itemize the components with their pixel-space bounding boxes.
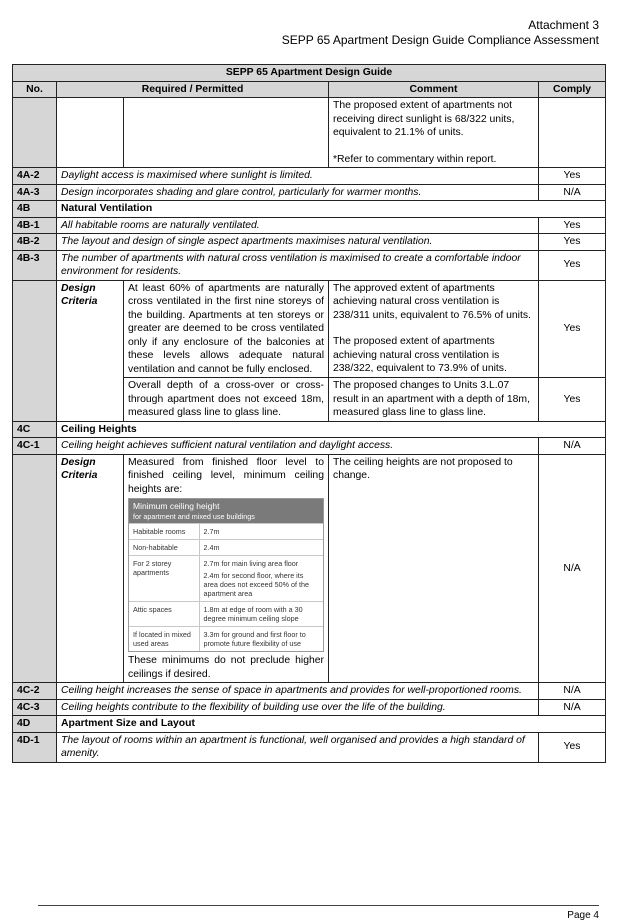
ceiling-row-value: 2.4m [199,540,323,556]
design-criteria-label: Design Criteria [57,280,124,421]
criteria-text: These minimums do not preclude higher ceilings if desired. [128,655,324,680]
row-number: 4D-1 [13,732,57,762]
criteria-text: Overall depth of a cross-over or cross-through apartment does not exceed 18m, measured glass line to glass line. [124,378,329,422]
page-number: Page 4 [567,910,599,921]
comply-value: Yes [539,280,606,378]
table-title: SEPP 65 Apartment Design Guide [13,65,606,82]
col-header-required: Required / Permitted [57,81,329,98]
ceiling-row-value: 2.7m for main living area floor [203,559,299,569]
row-objective: The number of apartments with natural cross ventilation is maximised to create a comfortable indoor environment for residents. [57,250,539,280]
row-number: 4C-2 [13,683,57,700]
ceiling-row-label: If located in mixed used areas [129,627,199,652]
comment-text: The ceiling heights are not proposed to change. [329,454,539,682]
section-number: 4B [13,201,57,218]
ceiling-height-table [128,498,324,652]
row-number: 4C-1 [13,438,57,455]
comply-value: Yes [539,378,606,422]
comply-value: N/A [539,438,606,455]
document-header [282,18,599,48]
ceiling-table-row [129,540,323,556]
table-row [13,250,606,280]
comply-value: N/A [539,699,606,716]
ceiling-row-label: Non-habitable [129,540,199,556]
section-row [13,421,606,438]
criteria-text: At least 60% of apartments are naturally cross ventilated in the first nine storeys of the building. Apartments at ten storeys or greater are deemed to be cross ventilated only if any enclosure of the balconies at these levels allows adequate natural ventilation and cannot be fully enclosed. [124,280,329,378]
section-number: 4D [13,716,57,733]
footer-divider [38,905,599,906]
ceiling-row-label: For 2 storey apartments [129,556,199,602]
design-criteria-row [13,280,606,378]
row-number: 4A-3 [13,184,57,201]
ceiling-table-subtitle: for apartment and mixed use buildings [133,512,255,522]
comment-text: The proposed extent of apartments not receiving direct sunlight is 68/322 units, equivalent to 21.1% of units. [333,100,515,139]
comply-value: Yes [539,732,606,762]
ceiling-row-value: 2.7m [199,524,323,540]
table-row [13,732,606,762]
table-row [13,184,606,201]
comply-value: Yes [539,217,606,234]
row-number: 4B-3 [13,250,57,280]
section-row [13,716,606,733]
design-criteria-row [13,454,606,682]
comment-text: The approved extent of apartments achieving natural cross ventilation is 238/311 units, equivalent to 76.5% of units. [333,282,531,321]
table-header-row [13,81,606,98]
ceiling-table-row [129,602,323,627]
document-title: SEPP 65 Apartment Design Guide Compliance Assessment [281,33,599,47]
ceiling-row-value: 1.8m at edge of room with a 30 degree minimum ceiling slope [199,602,323,627]
criteria-cell [124,454,329,682]
row-objective: Design incorporates shading and glare control, particularly for warmer months. [57,184,539,201]
comment-cell [329,98,539,168]
ceiling-table-header [129,499,323,523]
ceiling-row-value: 3.3m for ground and first floor to promote future flexibility of use [199,627,323,652]
row-objective: The layout and design of single aspect apartments maximises natural ventilation. [57,234,539,251]
row-number: 4B-2 [13,234,57,251]
ceiling-table-row [129,524,323,540]
table-row [13,699,606,716]
table-row [13,683,606,700]
attachment-label: Attachment 3 [528,18,599,32]
ceiling-table-title: Minimum ceiling height [133,501,220,512]
table-row [13,438,606,455]
comply-value: N/A [539,184,606,201]
table-row [13,234,606,251]
table-row [13,217,606,234]
table-row [13,168,606,185]
row-objective: Ceiling height achieves sufficient natural ventilation and daylight access. [57,438,539,455]
comply-value: N/A [539,454,606,682]
col-header-comply: Comply [539,81,606,98]
comply-value: Yes [539,168,606,185]
col-header-comment: Comment [329,81,539,98]
comment-text: The proposed changes to Units 3.L.07 result in an apartment with a depth of 18m, measured glass line to glass line. [329,378,539,422]
row-objective: Daylight access is maximised where sunlight is limited. [57,168,539,185]
comply-value: Yes [539,234,606,251]
comply-value: Yes [539,250,606,280]
compliance-table [12,64,606,763]
section-title: Natural Ventilation [57,201,606,218]
row-objective: The layout of rooms within an apartment is functional, well organised and provides a high standard of amenity. [57,732,539,762]
ceiling-row-label: Attic spaces [129,602,199,627]
design-criteria-label: Design Criteria [57,454,124,682]
comment-text: The proposed extent of apartments achieving natural cross ventilation is 238/322, equivalent to 73.9% of units. [333,336,507,375]
section-title: Ceiling Heights [57,421,606,438]
row-objective: All habitable rooms are naturally ventilated. [57,217,539,234]
ceiling-table-row [129,627,323,652]
row-objective: Ceiling height increases the sense of space in apartments and provides for well-proportioned rooms. [57,683,539,700]
table-title-row [13,65,606,82]
comment-note: *Refer to commentary within report. [333,153,497,165]
row-number: 4A-2 [13,168,57,185]
criteria-text: Measured from finished floor level to finished ceiling level, minimum ceiling heights are: [128,456,324,495]
ceiling-row-label: Habitable rooms [129,524,199,540]
ceiling-row-value: 2.4m for second floor, where its area does not exceed 50% of the apartment area [203,571,309,599]
section-row [13,201,606,218]
comment-cell [329,280,539,378]
table-row [13,98,606,168]
section-number: 4C [13,421,57,438]
row-objective: Ceiling heights contribute to the flexibility of building use over the life of the building. [57,699,539,716]
col-header-no: No. [13,81,57,98]
section-title: Apartment Size and Layout [57,716,606,733]
row-number: 4B-1 [13,217,57,234]
comply-value: N/A [539,683,606,700]
row-number: 4C-3 [13,699,57,716]
ceiling-table-row [129,556,323,602]
